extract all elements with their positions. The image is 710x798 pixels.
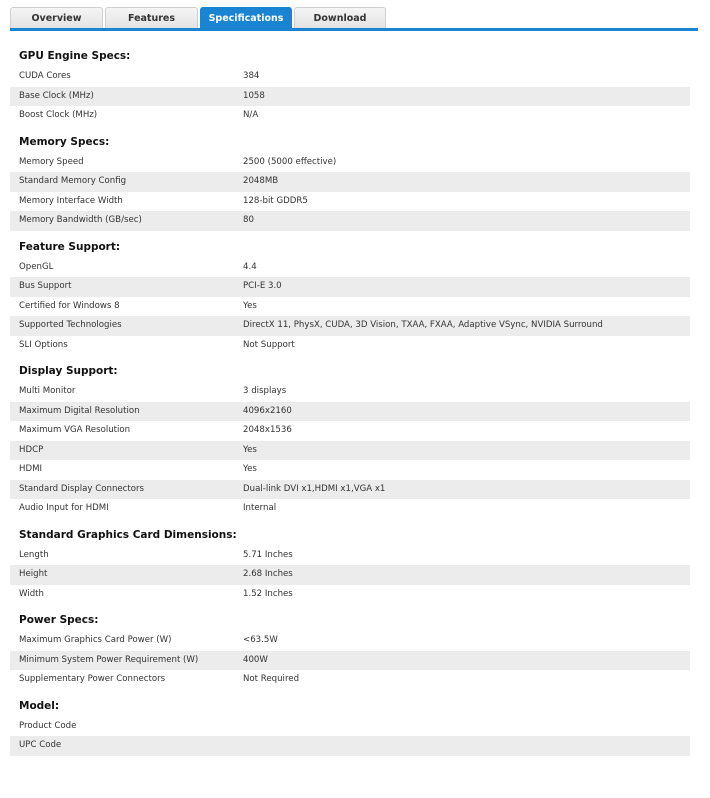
- spec-row: [10, 499, 690, 519]
- spec-row: [10, 153, 690, 173]
- tab-features[interactable]: Features: [105, 7, 198, 28]
- spec-value: 80: [243, 215, 254, 225]
- spec-value: PCI-E 3.0: [243, 281, 282, 291]
- spec-label: Standard Memory Config: [19, 176, 127, 186]
- spec-value: Yes: [243, 464, 257, 474]
- spec-row: [10, 736, 690, 756]
- spec-row: [10, 441, 690, 461]
- spec-label: HDMI: [19, 464, 43, 474]
- spec-value: 2500 (5000 effective): [243, 156, 337, 167]
- spec-value: 2.68 Inches: [243, 569, 293, 579]
- spec-row: [10, 421, 690, 441]
- spec-row: [10, 316, 690, 336]
- spec-value: 4096x2160: [243, 405, 292, 416]
- spec-value: 2048MB: [243, 176, 279, 186]
- tab-download[interactable]: Download: [294, 7, 386, 28]
- section-title: Feature Support:: [19, 240, 121, 253]
- spec-row: [10, 192, 690, 212]
- spec-label: Bus Support: [19, 281, 72, 291]
- spec-label: Minimum System Power Requirement (W): [19, 654, 199, 665]
- spec-row: [10, 87, 690, 107]
- spec-table: [10, 40, 690, 756]
- tab-specifications[interactable]: Specifications: [200, 7, 292, 29]
- spec-value: 384: [243, 71, 260, 81]
- spec-label: Multi Monitor: [19, 386, 76, 396]
- spec-label: Standard Display Connectors: [19, 483, 145, 494]
- spec-row: [10, 402, 690, 422]
- spec-label: Maximum Digital Resolution: [19, 405, 140, 416]
- spec-label: HDCP: [19, 444, 44, 455]
- spec-value: Internal: [243, 503, 277, 513]
- section-title: Power Specs:: [19, 614, 99, 626]
- spec-label: UPC Code: [19, 740, 62, 750]
- spec-label: Memory Speed: [19, 156, 84, 167]
- spec-value: N/A: [243, 110, 259, 120]
- spec-label: OpenGL: [19, 261, 54, 272]
- section-title: Memory Specs:: [19, 135, 110, 148]
- tab-underline: [10, 28, 698, 31]
- spec-row: [10, 67, 690, 87]
- section-title: GPU Engine Specs:: [19, 50, 131, 62]
- spec-value: 400W: [243, 654, 268, 665]
- spec-value: 2048x1536: [243, 425, 292, 435]
- spec-value: 3 displays: [243, 386, 287, 396]
- spec-value: Yes: [243, 300, 257, 311]
- spec-row: [10, 277, 690, 297]
- spec-label: Supported Technologies: [19, 320, 122, 330]
- spec-value: Dual-link DVI x1,HDMI x1,VGA x1: [243, 483, 386, 494]
- spec-value: 1.52 Inches: [243, 588, 293, 599]
- spec-row: [10, 172, 690, 192]
- spec-row: [10, 717, 690, 737]
- spec-label: Memory Bandwidth (GB/sec): [19, 215, 142, 225]
- spec-row: [10, 460, 690, 480]
- spec-value: 4.4: [243, 261, 257, 272]
- spec-value: 128-bit GDDR5: [243, 195, 308, 206]
- spec-row: [10, 258, 690, 278]
- spec-row: [10, 382, 690, 402]
- spec-value: DirectX 11, PhysX, CUDA, 3D Vision, TXAA, FXAA, Adaptive VSync, NVIDIA Surround: [243, 320, 603, 330]
- tab-overview[interactable]: Overview: [10, 7, 103, 28]
- spec-row: [10, 211, 690, 231]
- spec-value: <63.5W: [243, 635, 278, 645]
- spec-row: [10, 631, 690, 651]
- spec-label: CUDA Cores: [19, 71, 71, 81]
- spec-value: 1058: [243, 90, 265, 101]
- spec-label: Maximum VGA Resolution: [19, 425, 131, 435]
- spec-row: [10, 297, 690, 317]
- spec-value: Not Support: [243, 339, 295, 350]
- spec-row: [10, 546, 690, 566]
- spec-label: Supplementary Power Connectors: [19, 674, 166, 684]
- spec-row: [10, 670, 690, 690]
- spec-value: Yes: [243, 444, 257, 455]
- spec-label: Length: [19, 549, 49, 560]
- spec-row: [10, 336, 690, 356]
- spec-label: Height: [19, 569, 48, 579]
- section-title: Model:: [19, 699, 60, 712]
- spec-label: Product Code: [19, 720, 77, 731]
- spec-label: Memory Interface Width: [19, 195, 123, 206]
- spec-label: SLI Options: [19, 339, 68, 350]
- section-title: Display Support:: [19, 365, 118, 377]
- spec-value: Not Required: [243, 674, 300, 684]
- spec-value: 5.71 Inches: [243, 549, 293, 560]
- spec-label: Boost Clock (MHz): [19, 110, 98, 120]
- spec-row: [10, 565, 690, 585]
- spec-label: Base Clock (MHz): [19, 90, 94, 101]
- spec-label: Width: [19, 588, 44, 599]
- spec-row: [10, 585, 690, 605]
- section-title: Standard Graphics Card Dimensions:: [19, 528, 237, 541]
- spec-label: Certified for Windows 8: [19, 300, 120, 311]
- spec-label: Audio Input for HDMI: [19, 503, 109, 513]
- spec-label: Maximum Graphics Card Power (W): [19, 635, 172, 645]
- spec-row: [10, 651, 690, 671]
- spec-row: [10, 106, 690, 126]
- spec-row: [10, 480, 690, 500]
